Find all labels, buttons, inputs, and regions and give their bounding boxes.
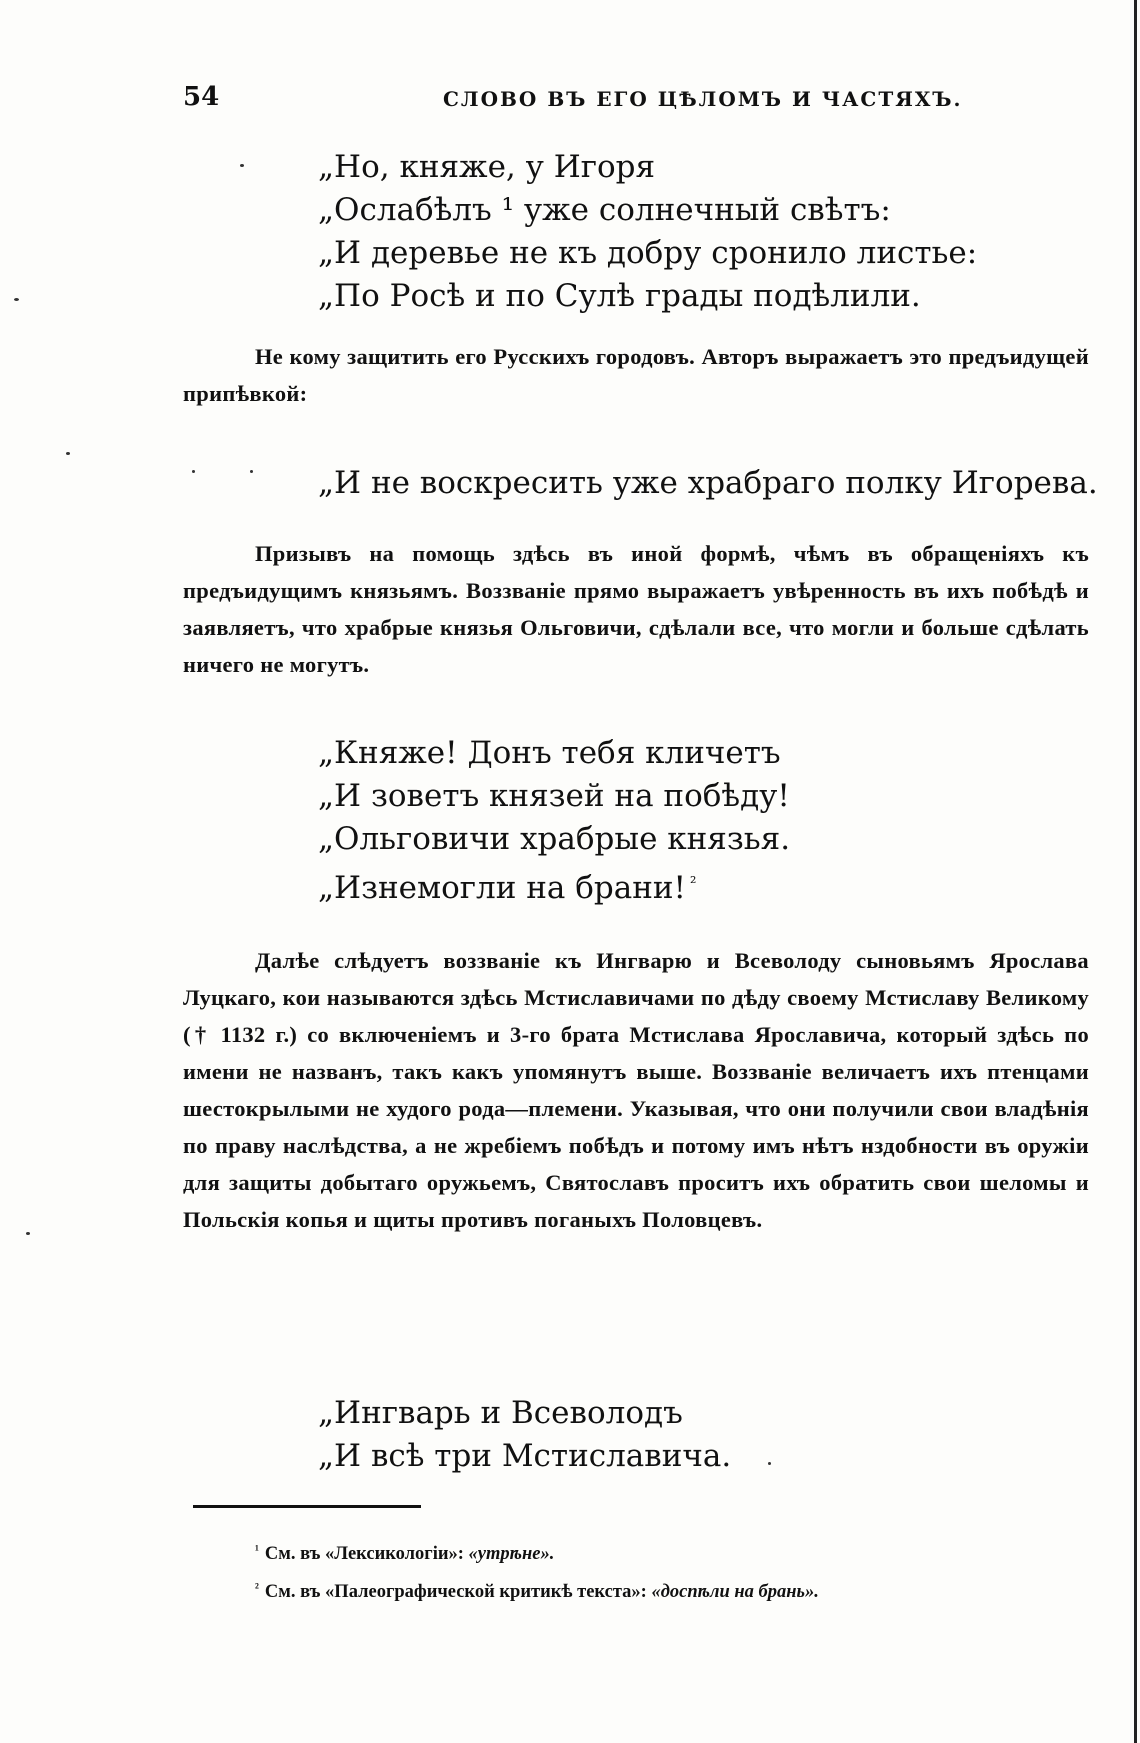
verse-line: „И деревье не къ добру сронило листье: bbox=[318, 235, 978, 271]
paragraph-2: Призывъ на помощь здѣсь въ иной формѣ, чѣмъ въ обращеніяхъ къ предъидущимъ князьямъ. Воззваніе прямо выражаетъ увѣренность въ ихъ побѣдѣ и заявляетъ, что храбрые князья Ольговичи, сдѣлали все, что могли и больше сдѣлать ничего не могутъ. bbox=[183, 541, 1089, 677]
verse-line: „И зоветъ князей на побѣду! bbox=[318, 778, 790, 814]
footnote-italic-text: «утрѣне». bbox=[468, 1544, 555, 1564]
verse-line: „Ингварь и Всеволодъ bbox=[318, 1395, 683, 1431]
footnote-separator bbox=[193, 1505, 421, 1508]
page-number: 54 bbox=[183, 82, 220, 112]
running-title: СЛОВО ВЪ ЕГО ЦѢЛОМЪ И ЧАСТЯХЪ. bbox=[443, 87, 963, 111]
verse-block-2 bbox=[318, 462, 1098, 505]
print-speck bbox=[192, 470, 195, 473]
print-speck bbox=[26, 1232, 30, 1235]
verse-line: „И всѣ три Мстиславича. bbox=[318, 1438, 732, 1474]
verse-line: „И не воскресить уже храбраго полку Игорева. bbox=[318, 465, 1098, 501]
print-speck bbox=[768, 1462, 771, 1465]
print-speck bbox=[240, 164, 244, 167]
print-speck bbox=[14, 298, 19, 301]
verse-block-1 bbox=[318, 146, 977, 318]
paragraph-1: Не кому защитить его Русскихъ городовъ. Авторъ выражаетъ это предъидущей припѣвкой: bbox=[183, 344, 1089, 406]
footnote-mark: ¹ bbox=[255, 1542, 259, 1557]
page-edge-rule bbox=[1134, 0, 1137, 1743]
footnote-italic-text: «доспѣли на брань». bbox=[651, 1582, 819, 1602]
verse-line: „Княже! Донъ тебя кличетъ bbox=[318, 735, 781, 771]
print-speck bbox=[66, 452, 70, 455]
paragraph-3: Далѣе слѣдуетъ воззваніе къ Ингварю и Всеволоду сыновьямъ Ярослава Луцкаго, кои называются здѣсь Мстиславичами по дѣду своему Мстиславу Великому († 1132 г.) со включеніемъ и 3-го брата Мстислава Ярославича, который здѣсь по имени не названъ, такъ какъ упомянутъ выше. Воззваніе величаетъ ихъ птенцами шестокрылыми не худого рода—племени. Указывая, что они получили свои владѣнія по праву наслѣдства, а не жребіемъ побѣдъ и потому имъ нѣтъ нздобности въ оружіи для защиты добытаго оружьемъ, Святославъ проситъ ихъ обратить свои шеломы и Польскія копья и щиты противъ поганыхъ Половцевъ. bbox=[183, 948, 1089, 1232]
footnote-text: См. въ «Лексикологіи»: bbox=[264, 1544, 469, 1564]
verse-line-text: „Изнемогли на брани! bbox=[318, 870, 687, 906]
verse-line: „Ослабѣлъ ¹ уже солнечный свѣтъ: bbox=[318, 192, 891, 228]
footnote-2 bbox=[255, 1571, 819, 1609]
running-header bbox=[183, 82, 1063, 116]
footnote-1 bbox=[255, 1533, 819, 1571]
verse-line bbox=[318, 861, 790, 910]
footnotes bbox=[255, 1533, 819, 1609]
footnote-reference: ² bbox=[690, 873, 697, 892]
print-speck bbox=[250, 470, 253, 473]
verse-line: „Но, княже, у Игоря bbox=[318, 149, 656, 185]
verse-line: „По Росѣ и по Сулѣ грады подѣлили. bbox=[318, 278, 921, 314]
footnote-text: См. въ «Палеографической критикѣ текста»: bbox=[264, 1582, 652, 1602]
verse-block-4 bbox=[318, 1392, 731, 1478]
footnote-mark: ² bbox=[255, 1580, 259, 1595]
verse-block-3 bbox=[318, 732, 790, 910]
verse-line: „Ольговичи храбрые князья. bbox=[318, 821, 791, 857]
